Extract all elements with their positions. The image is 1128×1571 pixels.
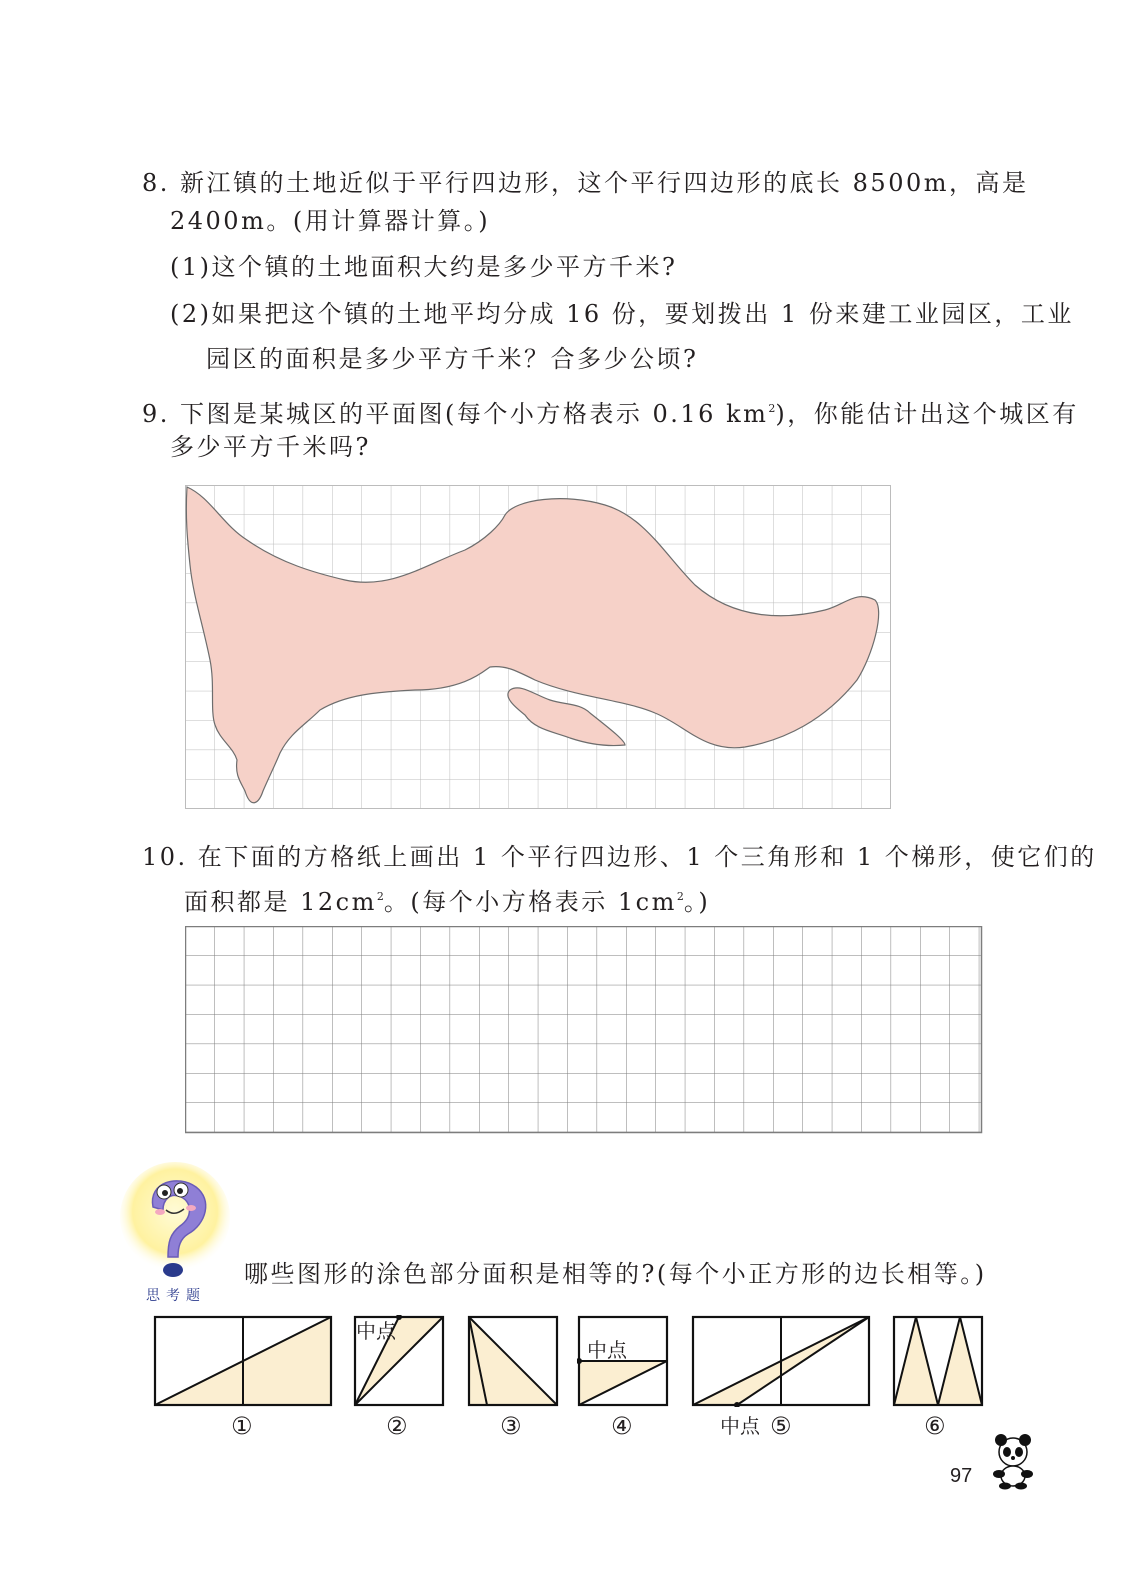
q8-line-2: 2400m。(用计算器计算。) [170, 207, 491, 235]
figure-1-number: ① [231, 1412, 253, 1440]
figure-3-number: ③ [500, 1412, 522, 1440]
figure-2-midpoint-label: 中点 [356, 1319, 396, 1343]
q9-text-a: 9. 下图是某城区的平面图(每个小方格表示 0.16 km [142, 400, 769, 428]
figure-3 [467, 1315, 559, 1407]
q8-part-2-line-2: 园区的面积是多少平方千米？合多少公顷? [206, 345, 699, 373]
figure-5-midpoint-label: 中点 [720, 1414, 760, 1438]
figure-5 [691, 1315, 871, 1407]
q10-text-a: 面积都是 12cm [184, 888, 377, 916]
think-badge-icon [118, 1162, 233, 1287]
q9-text-b: )，你能估计出这个城区有 [775, 400, 1079, 428]
page-number: 97 [950, 1465, 973, 1487]
q10-text-c: 。) [683, 888, 711, 916]
figure-4-number: ④ [611, 1412, 633, 1440]
q9-superscript: 2 [768, 402, 776, 415]
figure-1 [153, 1315, 333, 1407]
think-badge-label: 思考题 [146, 1288, 206, 1304]
q10-superscript-2: 2 [676, 890, 684, 903]
q8-line-1: 8. 新江镇的土地近似于平行四边形，这个平行四边形的底长 8500m，高是 [142, 169, 1029, 197]
q8-part-2-line-1: (2)如果把这个镇的土地平均分成 16 份，要划拨出 1 份来建工业园区，工业 [170, 300, 1074, 328]
think-question: 哪些图形的涂色部分面积是相等的?(每个小正方形的边长相等。) [244, 1260, 987, 1288]
panda-icon [983, 1430, 1043, 1490]
figure-6 [892, 1315, 984, 1407]
figure-2-number: ② [386, 1412, 408, 1440]
q10-superscript-1: 2 [376, 890, 384, 903]
q8-part-1: (1)这个镇的土地面积大约是多少平方千米? [170, 253, 678, 281]
figure-4-midpoint-label: 中点 [587, 1338, 627, 1362]
q9-line-1 [142, 394, 1079, 429]
q10-text-b: 。(每个小方格表示 1cm [383, 888, 677, 916]
q10-line-1: 10. 在下面的方格纸上画出 1 个平行四边形、1 个三角形和 1 个梯形，使它们的 [142, 843, 1097, 871]
drawing-grid[interactable] [185, 926, 983, 1134]
figure-6-number: ⑥ [924, 1412, 946, 1440]
q10-line-2 [184, 882, 710, 917]
q9-line-2: 多少平方千米吗? [170, 433, 371, 461]
figure-5-number: ⑤ [770, 1412, 792, 1440]
city-map-figure [185, 485, 891, 809]
